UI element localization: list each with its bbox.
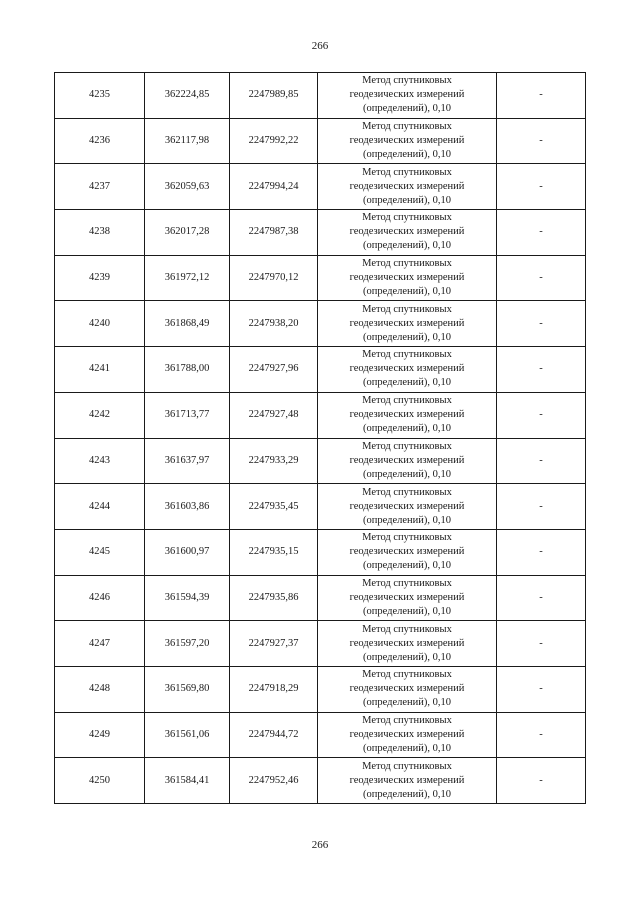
- note-cell: -: [497, 438, 586, 484]
- y-coordinate-cell: 2247927,48: [230, 392, 318, 438]
- x-coordinate-cell: 361561,06: [145, 712, 230, 758]
- table-row: [55, 575, 586, 621]
- y-coordinate-cell: 2247935,15: [230, 529, 318, 575]
- y-coordinate-cell: 2247927,37: [230, 621, 318, 667]
- method-cell: [318, 255, 497, 301]
- y-coordinate-cell: 2247918,29: [230, 666, 318, 712]
- y-coordinate-cell: 2247987,38: [230, 210, 318, 256]
- y-coordinate-cell: 2247933,29: [230, 438, 318, 484]
- table-row: [55, 621, 586, 667]
- x-coordinate-cell: 361788,00: [145, 347, 230, 393]
- method-line: Метод спутниковых: [362, 212, 452, 224]
- x-coordinate-cell: 361972,12: [145, 255, 230, 301]
- x-coordinate-cell: 361594,39: [145, 575, 230, 621]
- table-row: [55, 484, 586, 530]
- note-cell: -: [497, 758, 586, 804]
- method-line: (определений), 0,10: [362, 514, 452, 526]
- method-line: Метод спутниковых: [362, 75, 452, 87]
- method-line: геодезических измерений: [349, 546, 465, 558]
- coordinates-table-body: [55, 73, 586, 804]
- method-line: (определений), 0,10: [362, 423, 452, 435]
- method-cell: [318, 118, 497, 164]
- point-number-cell: 4236: [55, 118, 145, 164]
- table-row: [55, 73, 586, 119]
- y-coordinate-cell: 2247935,45: [230, 484, 318, 530]
- x-coordinate-cell: 361569,80: [145, 666, 230, 712]
- table-row: [55, 666, 586, 712]
- table-row: [55, 118, 586, 164]
- method-cell: [318, 758, 497, 804]
- point-number-cell: 4238: [55, 210, 145, 256]
- x-coordinate-cell: 361584,41: [145, 758, 230, 804]
- method-cell: [318, 621, 497, 667]
- method-line: (определений), 0,10: [362, 103, 452, 115]
- note-cell: -: [497, 164, 586, 210]
- note-cell: -: [497, 712, 586, 758]
- method-line: (определений), 0,10: [362, 560, 452, 572]
- table-row: [55, 210, 586, 256]
- method-cell: [318, 301, 497, 347]
- method-line: (определений), 0,10: [362, 377, 452, 389]
- method-cell: [318, 484, 497, 530]
- method-cell: [318, 347, 497, 393]
- table-row: [55, 758, 586, 804]
- method-line: Метод спутниковых: [362, 349, 452, 361]
- method-line: (определений), 0,10: [362, 149, 452, 161]
- y-coordinate-cell: 2247935,86: [230, 575, 318, 621]
- x-coordinate-cell: 361600,97: [145, 529, 230, 575]
- method-line: Метод спутниковых: [362, 440, 452, 452]
- note-cell: -: [497, 392, 586, 438]
- method-line: геодезических измерений: [349, 272, 465, 284]
- note-cell: -: [497, 301, 586, 347]
- x-coordinate-cell: 361603,86: [145, 484, 230, 530]
- method-line: Метод спутниковых: [362, 760, 452, 772]
- x-coordinate-cell: 361713,77: [145, 392, 230, 438]
- point-number-cell: 4235: [55, 73, 145, 119]
- method-line: геодезических измерений: [349, 500, 465, 512]
- table-row: [55, 301, 586, 347]
- table-row: [55, 392, 586, 438]
- method-line: (определений), 0,10: [362, 742, 452, 754]
- point-number-cell: 4244: [55, 484, 145, 530]
- x-coordinate-cell: 362017,28: [145, 210, 230, 256]
- method-line: геодезических измерений: [349, 637, 465, 649]
- method-line: Метод спутниковых: [362, 714, 452, 726]
- method-line: Метод спутниковых: [362, 577, 452, 589]
- point-number-cell: 4250: [55, 758, 145, 804]
- page-number-top: 266: [311, 40, 329, 52]
- method-line: геодезических измерений: [349, 226, 465, 238]
- method-line: геодезических измерений: [349, 728, 465, 740]
- x-coordinate-cell: 362224,85: [145, 73, 230, 119]
- point-number-cell: 4248: [55, 666, 145, 712]
- note-cell: -: [497, 621, 586, 667]
- y-coordinate-cell: 2247992,22: [230, 118, 318, 164]
- method-line: геодезических измерений: [349, 180, 465, 192]
- point-number-cell: 4249: [55, 712, 145, 758]
- point-number-cell: 4247: [55, 621, 145, 667]
- note-cell: -: [497, 347, 586, 393]
- page-number-bottom: 266: [311, 839, 329, 851]
- method-cell: [318, 210, 497, 256]
- table-row: [55, 347, 586, 393]
- method-line: Метод спутниковых: [362, 303, 452, 315]
- note-cell: -: [497, 210, 586, 256]
- method-line: геодезических измерений: [349, 454, 465, 466]
- note-cell: -: [497, 73, 586, 119]
- method-line: Метод спутниковых: [362, 486, 452, 498]
- method-line: Метод спутниковых: [362, 623, 452, 635]
- method-line: геодезических измерений: [349, 683, 465, 695]
- table-row: [55, 438, 586, 484]
- method-line: (определений), 0,10: [362, 194, 452, 206]
- y-coordinate-cell: 2247944,72: [230, 712, 318, 758]
- point-number-cell: 4242: [55, 392, 145, 438]
- method-line: (определений), 0,10: [362, 788, 452, 800]
- method-cell: [318, 438, 497, 484]
- method-line: Метод спутниковых: [362, 166, 452, 178]
- y-coordinate-cell: 2247938,20: [230, 301, 318, 347]
- note-cell: -: [497, 529, 586, 575]
- method-line: (определений), 0,10: [362, 697, 452, 709]
- method-line: геодезических измерений: [349, 363, 465, 375]
- y-coordinate-cell: 2247994,24: [230, 164, 318, 210]
- method-cell: [318, 529, 497, 575]
- coordinates-table: [54, 72, 586, 804]
- point-number-cell: 4239: [55, 255, 145, 301]
- table-row: [55, 255, 586, 301]
- method-line: геодезических измерений: [349, 409, 465, 421]
- method-cell: [318, 575, 497, 621]
- method-line: (определений), 0,10: [362, 605, 452, 617]
- note-cell: -: [497, 666, 586, 712]
- x-coordinate-cell: 362059,63: [145, 164, 230, 210]
- method-line: геодезических измерений: [349, 89, 465, 101]
- method-line: (определений), 0,10: [362, 286, 452, 298]
- note-cell: -: [497, 255, 586, 301]
- note-cell: -: [497, 484, 586, 530]
- method-line: геодезических измерений: [349, 317, 465, 329]
- method-line: (определений), 0,10: [362, 651, 452, 663]
- x-coordinate-cell: 361637,97: [145, 438, 230, 484]
- method-cell: [318, 73, 497, 119]
- method-cell: [318, 164, 497, 210]
- method-line: (определений), 0,10: [362, 240, 452, 252]
- method-line: геодезических измерений: [349, 591, 465, 603]
- x-coordinate-cell: 361597,20: [145, 621, 230, 667]
- note-cell: -: [497, 575, 586, 621]
- table-row: [55, 529, 586, 575]
- point-number-cell: 4240: [55, 301, 145, 347]
- method-line: геодезических измерений: [349, 774, 465, 786]
- method-line: (определений), 0,10: [362, 331, 452, 343]
- method-line: Метод спутниковых: [362, 532, 452, 544]
- table-row: [55, 712, 586, 758]
- method-line: Метод спутниковых: [362, 121, 452, 133]
- point-number-cell: 4246: [55, 575, 145, 621]
- y-coordinate-cell: 2247970,12: [230, 255, 318, 301]
- y-coordinate-cell: 2247952,46: [230, 758, 318, 804]
- point-number-cell: 4237: [55, 164, 145, 210]
- method-cell: [318, 712, 497, 758]
- method-cell: [318, 666, 497, 712]
- method-line: Метод спутниковых: [362, 258, 452, 270]
- point-number-cell: 4241: [55, 347, 145, 393]
- method-line: геодезических измерений: [349, 135, 465, 147]
- point-number-cell: 4245: [55, 529, 145, 575]
- point-number-cell: 4243: [55, 438, 145, 484]
- method-line: Метод спутниковых: [362, 669, 452, 681]
- note-cell: -: [497, 118, 586, 164]
- method-cell: [318, 392, 497, 438]
- y-coordinate-cell: 2247989,85: [230, 73, 318, 119]
- x-coordinate-cell: 361868,49: [145, 301, 230, 347]
- table-row: [55, 164, 586, 210]
- y-coordinate-cell: 2247927,96: [230, 347, 318, 393]
- method-line: (определений), 0,10: [362, 468, 452, 480]
- x-coordinate-cell: 362117,98: [145, 118, 230, 164]
- method-line: Метод спутниковых: [362, 395, 452, 407]
